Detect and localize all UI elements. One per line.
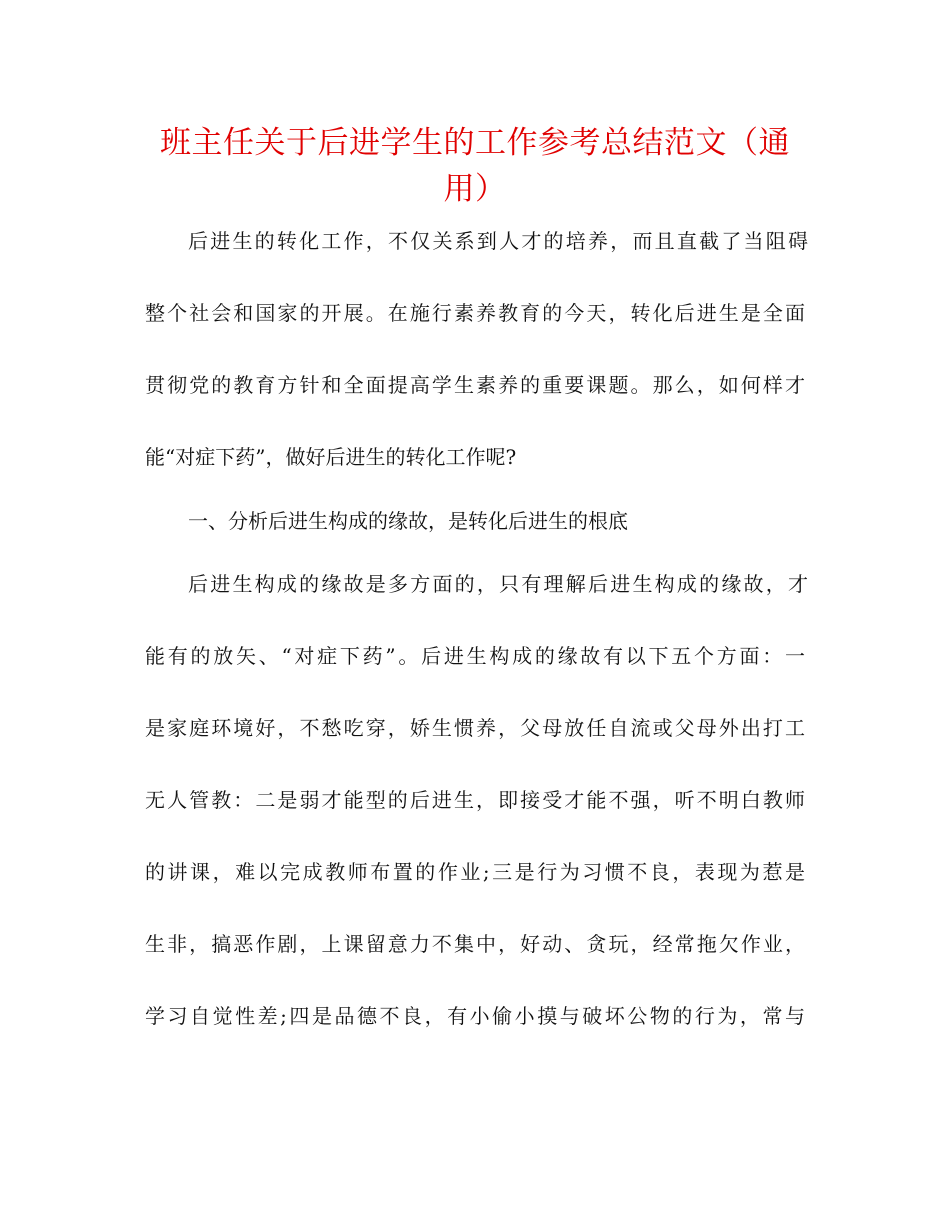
body-line: 整个社会和国家的开展。在施行素养教育的今天，转化后进生是全面 <box>145 301 805 325</box>
body-line: 无人管教：二是弱才能型的后进生，即接受才能不强，听不明白教师 <box>145 788 805 812</box>
body-line: 能“对症下药”，做好后进生的转化工作呢? <box>145 445 517 469</box>
body-line: 是家庭环境好，不愁吃穿，娇生惯养，父母放任自流或父母外出打工 <box>145 716 805 740</box>
body-line: 的讲课，难以完成教师布置的作业;三是行为习惯不良，表现为惹是 <box>145 860 805 884</box>
body-line: 能有的放矢、“对症下药”。后进生构成的缘故有以下五个方面：一 <box>145 644 805 668</box>
body-line: 后进生构成的缘故是多方面的，只有理解后进生构成的缘故，才 <box>188 572 808 596</box>
section-heading: 一、分析后进生构成的缘故，是转化后进生的根底 <box>188 509 628 533</box>
body-line: 贯彻党的教育方针和全面提高学生素养的重要课题。那么，如何样才 <box>145 373 805 397</box>
body-line: 生非，搞恶作剧，上课留意力不集中，好动、贪玩，经常拖欠作业， <box>145 932 805 956</box>
document-title: 班主任关于后进学生的工作参考总结范文（通用） <box>160 125 790 207</box>
body-line: 学习自觉性差;四是品德不良，有小偷小摸与破坏公物的行为，常与 <box>145 1004 805 1028</box>
body-line: 后进生的转化工作，不仅关系到人才的培养，而且直截了当阻碍 <box>188 229 808 253</box>
